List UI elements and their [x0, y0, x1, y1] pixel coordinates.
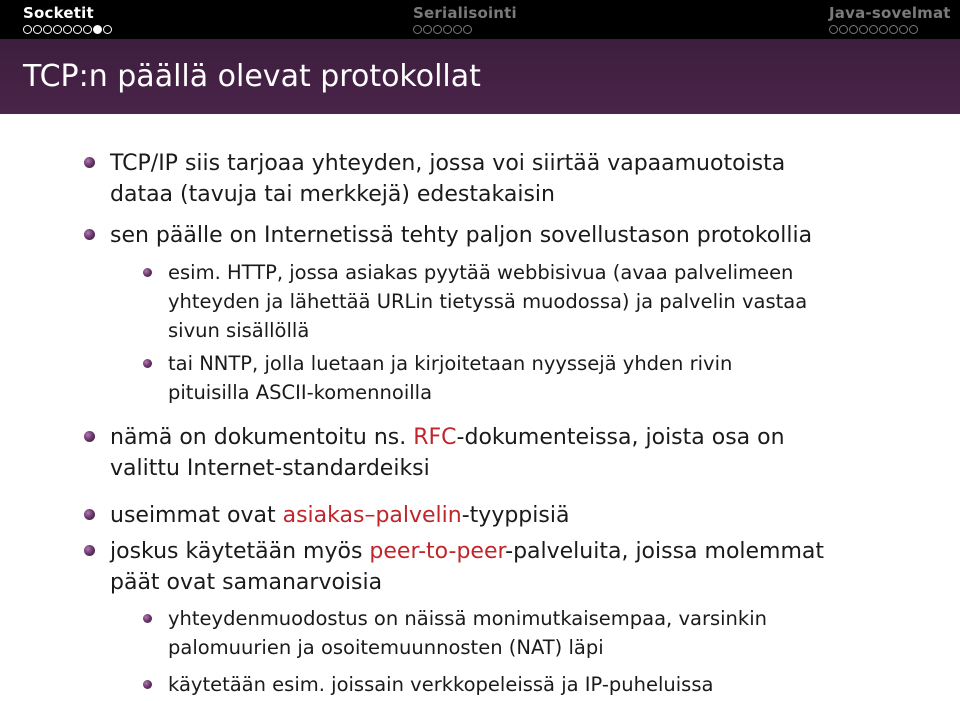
nav-slide-dots	[413, 25, 472, 34]
bullet-icon	[143, 268, 152, 277]
list-item-text: esim. HTTP, jossa asiakas pyytää webbisivua (avaa palvelimeen	[168, 261, 794, 284]
list-item-text: valittu Internet-standardeiksi	[110, 456, 430, 481]
list-item	[110, 148, 785, 210]
list-item-text: nämä on dokumentoitu ns. RFC-dokumenteissa, joista osa on	[110, 425, 785, 450]
bullet-icon	[84, 431, 95, 442]
slide-dot-icon[interactable]	[443, 25, 452, 34]
slide-dot-icon[interactable]	[93, 25, 102, 34]
nav-section-title[interactable]: Java-sovelmat	[829, 4, 951, 22]
nav-slide-dots	[23, 25, 112, 34]
slide-title: TCP:n päällä olevat protokollat	[23, 59, 481, 94]
navigation-bar	[0, 0, 960, 39]
sub-list-item	[168, 258, 807, 345]
slide-dot-icon[interactable]	[909, 25, 918, 34]
list-item-text: päät ovat samanarvoisia	[110, 570, 383, 595]
peer-to-peer-term: peer-to-peer	[369, 539, 506, 564]
slide-dot-icon[interactable]	[53, 25, 62, 34]
list-item-text: palomuurien ja osoitemuunnosten (NAT) läpi	[168, 636, 604, 659]
bullet-icon	[84, 545, 95, 556]
slide-dot-icon[interactable]	[63, 25, 72, 34]
slide-dot-icon[interactable]	[83, 25, 92, 34]
sub-list-item	[168, 349, 732, 407]
slide-dot-icon[interactable]	[103, 25, 112, 34]
slide-dot-icon[interactable]	[23, 25, 32, 34]
slide-dot-icon[interactable]	[859, 25, 868, 34]
list-item-text: TCP/IP siis tarjoaa yhteyden, jossa voi siirtää vapaamuotoista	[110, 151, 786, 176]
slide-dot-icon[interactable]	[423, 25, 432, 34]
list-item-text: useimmat ovat asiakas–palvelin-tyyppisiä	[110, 503, 570, 528]
slide-dot-icon[interactable]	[829, 25, 838, 34]
slide-dot-icon[interactable]	[869, 25, 878, 34]
bullet-icon	[84, 509, 95, 520]
bullet-icon	[84, 157, 95, 168]
list-item-text: yhteyden ja lähettää URLin tietyssä muodossa) ja palvelin vastaa	[168, 290, 808, 313]
list-item-text: sivun sisällöllä	[168, 319, 310, 342]
bullet-icon	[143, 359, 152, 368]
list-item-text: pituisilla ASCII-komennoilla	[168, 381, 433, 404]
slide-dot-icon[interactable]	[33, 25, 42, 34]
list-item	[110, 536, 824, 598]
list-item-text: dataa (tavuja tai merkkejä) edestakaisin	[110, 182, 555, 207]
sub-list-item	[168, 604, 767, 662]
nav-section-title[interactable]: Socketit	[23, 4, 94, 22]
bullet-icon	[143, 614, 152, 623]
slide-dot-icon[interactable]	[413, 25, 422, 34]
slide-dot-icon[interactable]	[73, 25, 82, 34]
slide-dot-icon[interactable]	[879, 25, 888, 34]
list-item-text: sen päälle on Internetissä tehty paljon sovellustason protokollia	[110, 223, 813, 248]
bullet-icon	[143, 680, 152, 689]
list-item	[110, 220, 812, 251]
slide-dot-icon[interactable]	[889, 25, 898, 34]
rfc-term: RFC	[413, 425, 457, 450]
client-server-term: asiakas–palvelin	[282, 503, 462, 528]
list-item	[110, 422, 785, 484]
nav-section-title[interactable]: Serialisointi	[413, 4, 517, 22]
sub-list-item	[168, 670, 713, 699]
slide-dot-icon[interactable]	[43, 25, 52, 34]
list-item-text: yhteydenmuodostus on näissä monimutkaisempaa, varsinkin	[168, 607, 767, 630]
slide-dot-icon[interactable]	[849, 25, 858, 34]
slide-dot-icon[interactable]	[433, 25, 442, 34]
list-item-text: tai NNTP, jolla luetaan ja kirjoitetaan nyyssejä yhden rivin	[168, 352, 733, 375]
list-item	[110, 500, 569, 531]
slide-dot-icon[interactable]	[453, 25, 462, 34]
slide-title-bar	[0, 39, 960, 114]
list-item-text: joskus käytetään myös peer-to-peer-palveluita, joissa molemmat	[110, 539, 825, 564]
nav-slide-dots	[829, 25, 918, 34]
slide-dot-icon[interactable]	[899, 25, 908, 34]
slide-dot-icon[interactable]	[839, 25, 848, 34]
bullet-icon	[84, 229, 95, 240]
slide-content	[0, 114, 960, 701]
slide-dot-icon[interactable]	[463, 25, 472, 34]
list-item-text: käytetään esim. joissain verkkopeleissä ja IP-puheluissa	[168, 673, 714, 696]
